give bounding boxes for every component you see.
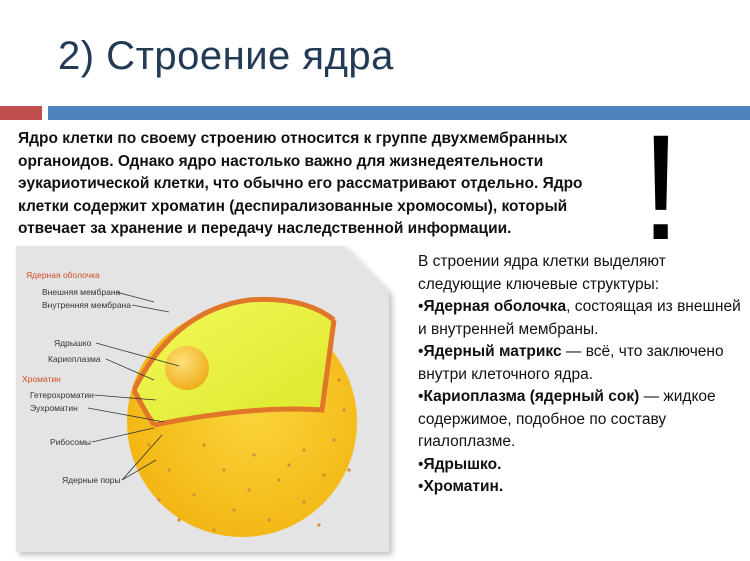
intro-paragraph: Ядро клетки по своему строению относится к группе двухмембранных органоидов. Однако ядро настолько важно для жизнедеятельности эукариотической клетки, что обычно его рассматривают отдельно. Ядро клетки содержит хроматин (деспирализованные хромосомы), который отвечает за хранение и передачу наследственной информации. bbox=[18, 130, 583, 237]
label-chromatin: Хроматин bbox=[22, 374, 61, 384]
list-item-karyoplasm bbox=[418, 386, 748, 454]
label-nuclear-pores: Ядерные поры bbox=[62, 475, 121, 485]
label-inner-membrane: Внутренняя мембрана bbox=[42, 300, 131, 310]
list-description: — всё, что заключено внутри клеточного ядра. bbox=[418, 343, 724, 383]
label-nuclear-envelope: Ядерная оболочка bbox=[26, 270, 100, 280]
bullet-mark: • bbox=[418, 388, 424, 405]
label-heterochromatin: Гетерохроматин bbox=[30, 390, 94, 400]
nucleus-diagram bbox=[4, 240, 404, 560]
structure-list bbox=[418, 251, 748, 499]
label-outer-membrane: Внешняя мембрана bbox=[42, 287, 121, 297]
list-item-matrix bbox=[418, 341, 748, 386]
list-item-chromatin bbox=[418, 476, 748, 499]
list-term: Ядерный матрикс bbox=[423, 343, 562, 360]
slide-title: 2) Строение ядра bbox=[58, 34, 394, 78]
label-euchromatin: Эухроматин bbox=[30, 403, 78, 413]
list-description: , состоящая из внешней и внутренней мембраны. bbox=[418, 298, 741, 338]
label-nucleolus: Ядрышко bbox=[54, 338, 92, 348]
list-term: Ядрышко. bbox=[423, 455, 502, 473]
exclamation-mark: ! bbox=[640, 103, 682, 271]
list-description: — жидкое содержимое, подобное по составу гиалоплазме. bbox=[418, 388, 716, 450]
list-term: Хроматин. bbox=[423, 478, 504, 495]
label-karyoplasm: Кариоплазма bbox=[48, 354, 101, 364]
list-lead: В строении ядра клетки выделяют следующие ключевые структуры: bbox=[418, 253, 666, 293]
accent-bar-red bbox=[0, 106, 42, 120]
list-term: Кариоплазма (ядерный сок) bbox=[423, 388, 640, 405]
list-item-envelope bbox=[418, 296, 748, 341]
bullet-mark: • bbox=[418, 298, 424, 315]
nucleolus-sphere bbox=[165, 346, 209, 390]
bullet-mark: • bbox=[418, 455, 424, 473]
label-ribosomes: Рибосомы bbox=[50, 437, 92, 447]
bullet-mark: • bbox=[418, 478, 424, 495]
bullet-mark: • bbox=[418, 343, 424, 360]
list-item-nucleolus bbox=[418, 454, 748, 477]
list-term: Ядерная оболочка bbox=[423, 298, 567, 315]
